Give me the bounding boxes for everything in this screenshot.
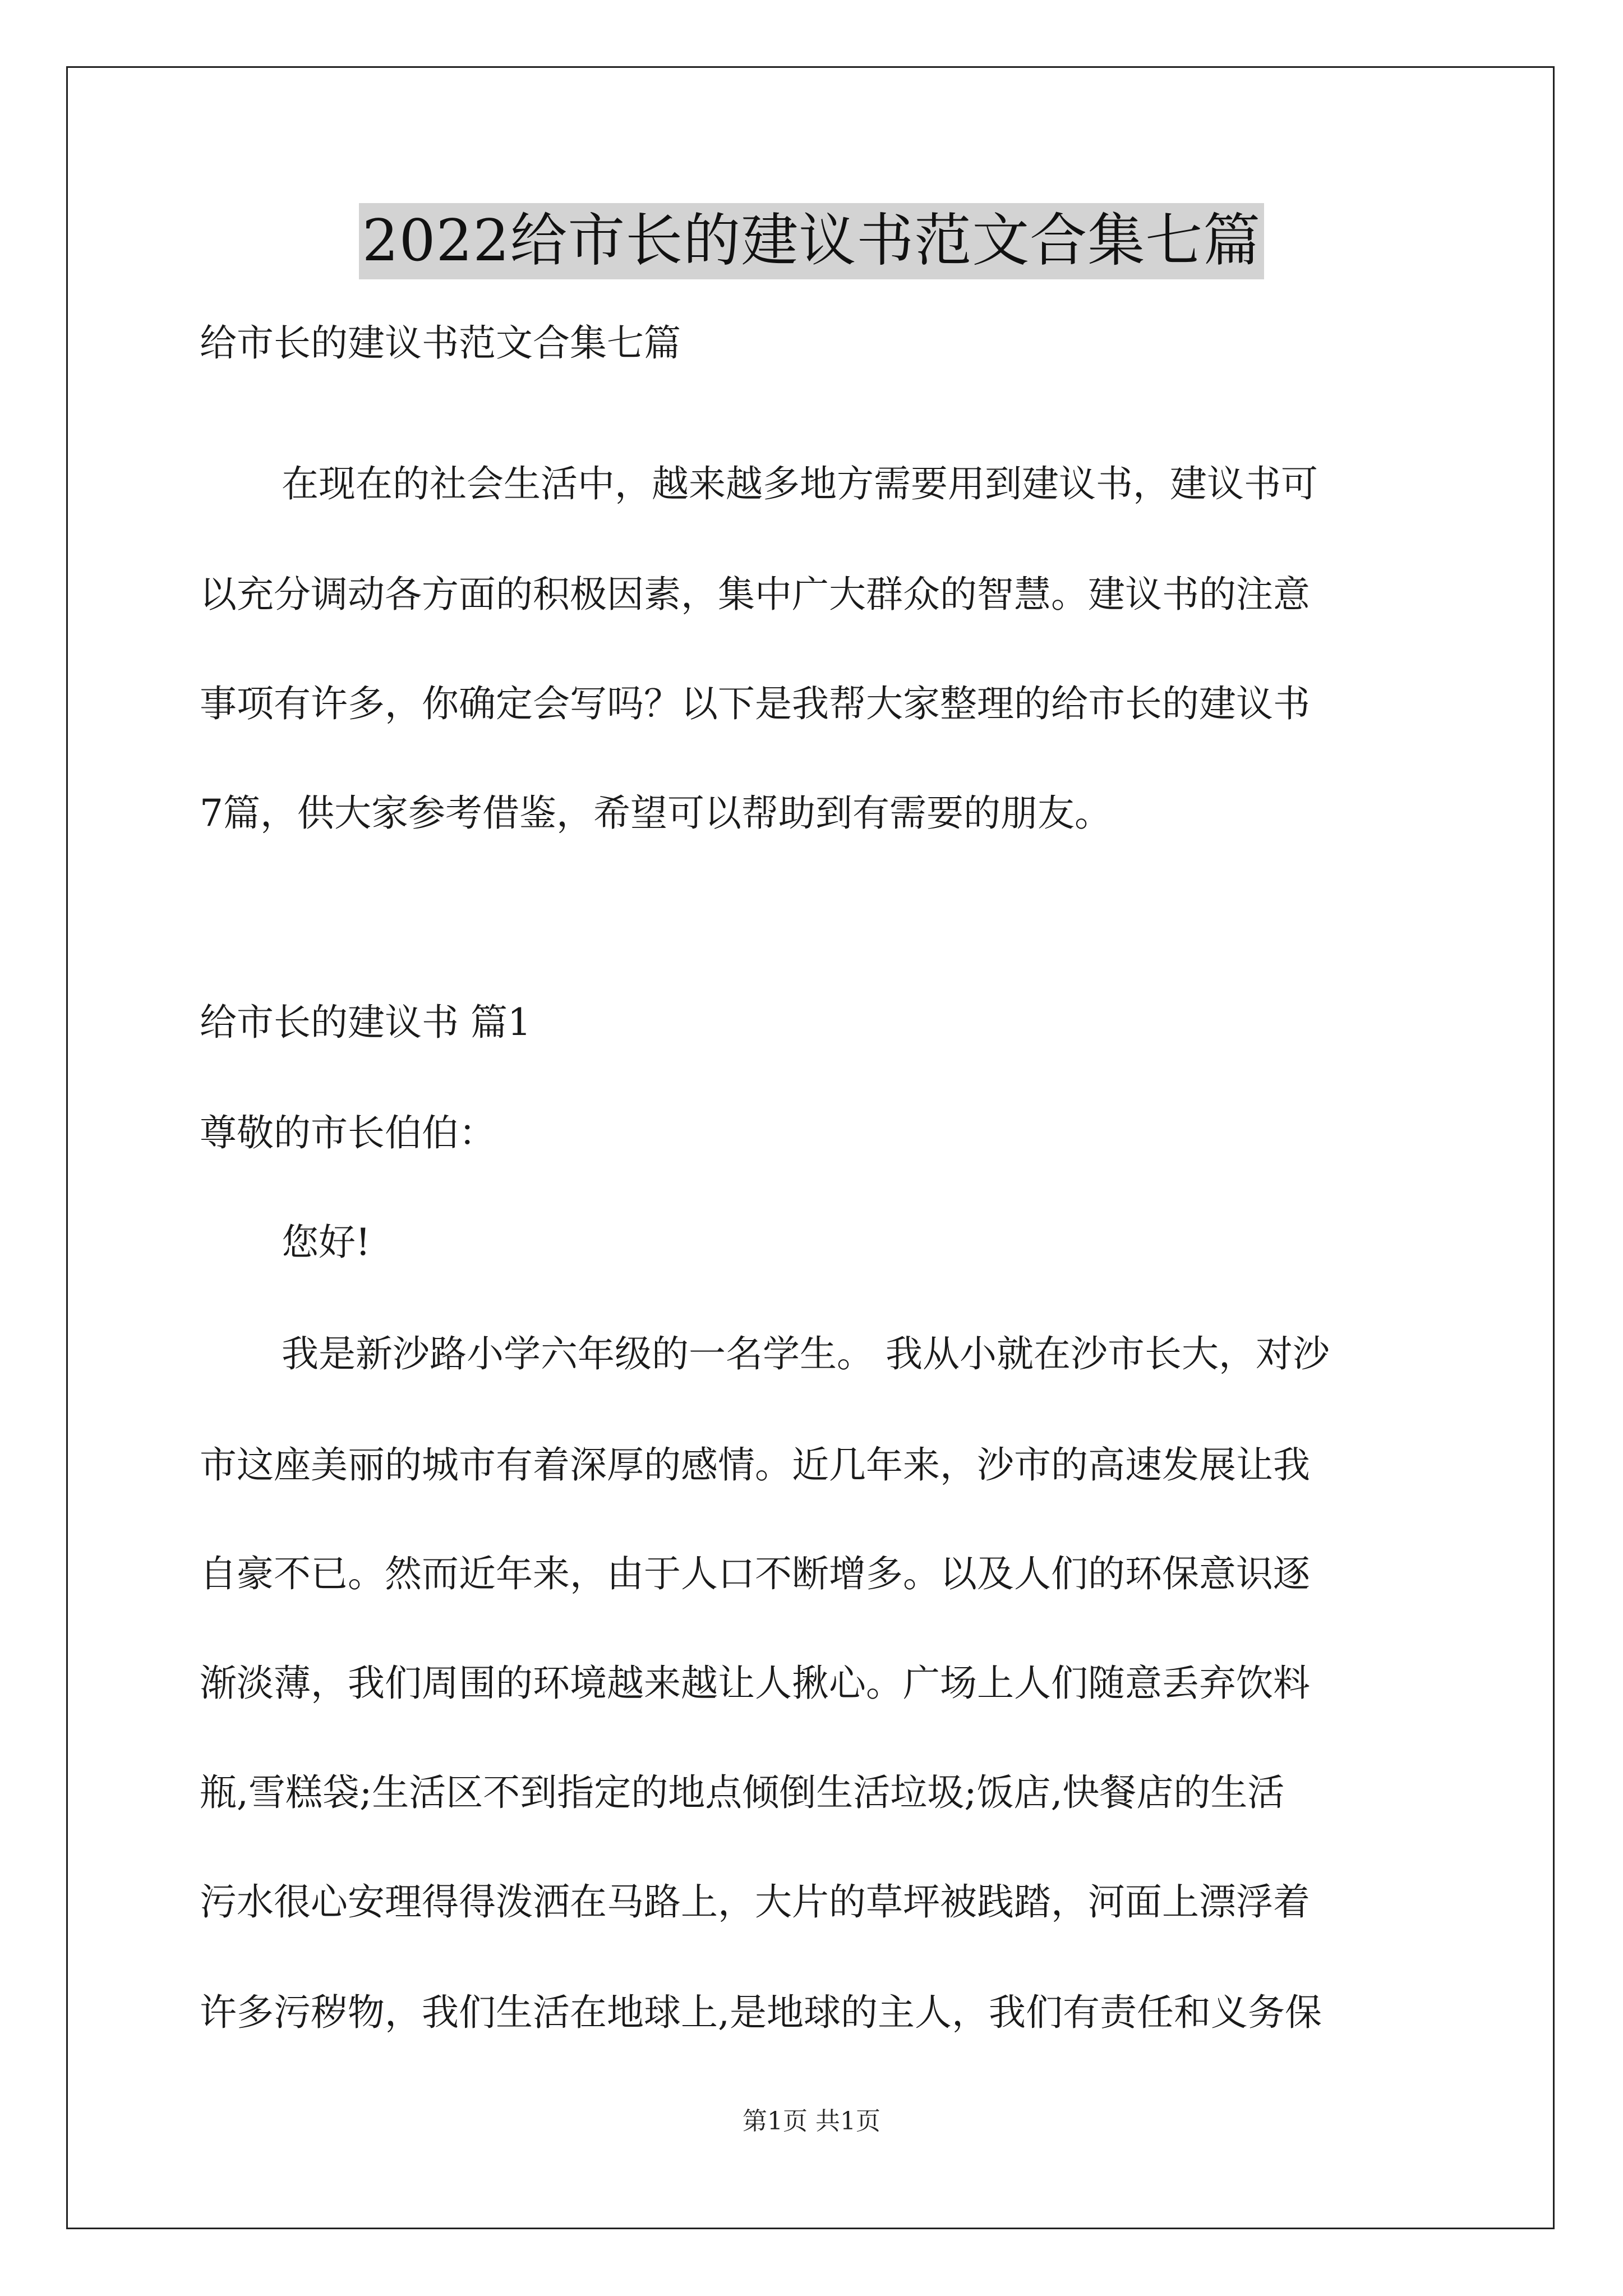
intro-line-1: 在现在的社会生活中，越来越多地方需要用到建议书，建议书可 <box>282 462 1318 505</box>
intro-line-2: 以充分调动各方面的积极因素，集中广大群众的智慧。建议书的注意 <box>200 573 1310 616</box>
intro-line-4: 7篇，供大家参考借鉴，希望可以帮助到有需要的朋友。 <box>200 792 1112 835</box>
subtitle-line: 给市长的建议书范文合集七篇 <box>200 321 681 365</box>
paragraph-line-1: 我是新沙路小学六年级的一名学生。 我从小就在沙市长大，对沙 <box>282 1332 1330 1375</box>
title-container <box>0 203 1623 279</box>
paragraph-line-2: 市这座美丽的城市有着深厚的感情。近几年来，沙市的高速发展让我 <box>200 1443 1310 1487</box>
greeting: 您好! <box>282 1221 371 1264</box>
document-title: 2022给市长的建议书范文合集七篇 <box>359 203 1265 279</box>
paragraph-line-5: 瓶,雪糕袋;生活区不到指定的地点倾倒生活垃圾;饭店,快餐店的生活 <box>200 1771 1285 1814</box>
paragraph-line-4: 渐淡薄，我们周围的环境越来越让人揪心。广场上人们随意丢弃饮料 <box>200 1662 1310 1705</box>
paragraph-line-3: 自豪不已。然而近年来，由于人口不断增多。以及人们的环保意识逐 <box>200 1552 1310 1595</box>
page-footer: 第1页 共1页 <box>743 2107 880 2136</box>
section-heading: 给市长的建议书 篇1 <box>200 1001 531 1044</box>
salutation: 尊敬的市长伯伯： <box>200 1111 496 1154</box>
paragraph-line-7: 许多污秽物，我们生活在地球上,是地球的主人，我们有责任和义务保 <box>200 1991 1322 2034</box>
intro-line-3: 事项有许多，你确定会写吗？以下是我帮大家整理的给市长的建议书 <box>200 682 1310 725</box>
paragraph-line-6: 污水很心安理得得泼洒在马路上，大片的草坪被践踏，河面上漂浮着 <box>200 1880 1310 1924</box>
